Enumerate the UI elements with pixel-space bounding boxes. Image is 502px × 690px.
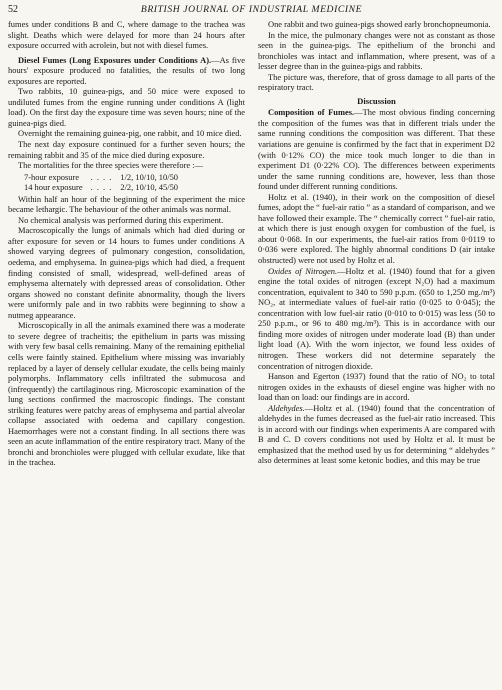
paragraph: Microscopically in all the animals examined there was a moderate to severe degree of tracheitis; the epithelium in parts was missing with very few basal cells remaining. Many of the remaining epithelial cells were faintly stained. Epithelium where missing was invariably replaced by a layer of densely cellular exudate, the cells being mainly polymorphs. Inflammatory cells infiltrated the submucosa and (infrequently) the cartilaginous ring. Microscopic examination of the lung sections confirmed the macroscopic findings. The constant striking features were patchy areas of emphysema and partial alveolar collapse associated with oedema and capillary congestion. Haemorrhages were not a constant finding. In all sections there was seen an acute inflammation of the entire respiratory tract. Many of the bronchi and bronchioles were plugged with cellular exudate, like that in the trachea. <box>8 320 245 468</box>
paragraph: The mortalities for the three species were therefore :— <box>18 160 204 171</box>
paragraph: The picture was, therefore, that of gross damage to all parts of the respiratory tract. <box>258 71 495 93</box>
row-values: 1/2, 10/10, 10/50 <box>120 171 179 182</box>
paragraph: Hanson and Egerton (1937) found that the ratio of NO₂ to total nitrogen oxides in the exhausts of diesel engine was higher with no load than on load: our findings are in accord. <box>258 371 495 403</box>
leader-dots: . . . . <box>90 171 113 182</box>
leader-dots: . . . . <box>90 182 113 193</box>
section-heading-diesel-fumes: Diesel Fumes (Long Exposures under Conditions A). <box>18 54 212 65</box>
subheading-composition: Composition of Fumes. <box>268 107 355 118</box>
journal-title: BRITISH JOURNAL OF INDUSTRIAL MEDICINE <box>140 4 363 15</box>
paragraph: Within half an hour of the beginning of the experiment the mice became lethargic. The behaviour of the other animals was normal. <box>8 193 245 215</box>
paragraph: Overnight the remaining guinea-pig, one rabbit, and 10 mice died. <box>18 128 242 139</box>
paragraph-oxides <box>258 266 495 371</box>
paragraph: In the mice, the pulmonary changes were not as constant as those seen in the guinea-pigs. The epithelium of the bronchi and bronchioles was intact and inflammation, where present, was of a lesser degree than in the guinea-pigs and rabbits. <box>258 29 495 72</box>
paragraph-diesel-fumes <box>8 55 245 87</box>
table-row <box>24 182 182 193</box>
paragraph-text: —As five hours' exposure produced no fatalities, the results of two long exposures are reported. <box>8 54 245 86</box>
paragraph-text: —Holtz et al. (1940) found that the concentration of aldehydes in the fumes decreased as the fuel-air ratio increased. This is in accord with our findings when experiments A are compared with B and C. D covers conditions not used by Holtz et al. It must be emphasized that the method used by us for determining “ aldehydes ” also determines at least some ketonic bodies, and this may be true <box>258 402 495 466</box>
paragraph-composition <box>258 107 495 191</box>
paragraph: fumes under conditions B and C, where damage to the trachea was slight. Deaths which were delayed for more than 24 hours after exposure occurred with acrolein, but not with diesel fumes. <box>8 19 245 51</box>
page-number: 52 <box>8 4 18 15</box>
row-values: 2/2, 10/10, 45/50 <box>120 182 179 193</box>
paragraph-text: —The most obvious finding concerning the composition of the fumes was that in different trials under the same running conditions the composition was different. That these variations are genuine is confirmed by the fact that in experiment D2 (with 0·12% CO) the mice took much longer to die than in experiment D1 (0·22% CO). The differences between experiments under the same running conditions are, however, less than those found under different running conditions. <box>258 107 495 192</box>
section-heading-discussion: Discussion <box>357 95 396 106</box>
running-header <box>8 4 495 18</box>
paragraph: One rabbit and two guinea-pigs showed early bronchopneumonia. <box>268 19 491 29</box>
left-column <box>8 19 245 468</box>
subheading-aldehydes: Aldehydes. <box>268 402 305 413</box>
right-column <box>258 19 495 468</box>
row-label: 14 hour exposure <box>24 182 83 193</box>
paragraph: Two rabbits, 10 guinea-pigs, and 50 mice were exposed to undiluted fumes from the engine running under conditions A (light load). On the first day the exposure time was seven hours; nine of the guinea-pigs died. <box>8 86 245 128</box>
table-row <box>24 172 182 183</box>
subheading-oxides: Oxides of Nitrogen. <box>268 265 338 276</box>
paragraph-text: —Holtz et al. (1940) found that for a given engine the total oxides of nitrogen (except N₂O) had a maximum concentration, equivalent to 340 to 590 p.p.m. (650 to 1,250 mg./m³) NO₂, at intermediate values of fuel-air ratio (0·025 to 0·045); the concentration with low fuel-air ratio (0·010 to 0·015) was less (50 to 250 p.p.m., or 96 to 480 mg./m³). This is in accordance with our finding more oxides of nitrogen under moderate load (B) than under light load (A). With the worn injector, we found less oxides of nitrogen. These workers did not determine separately the concentration of nitrogen dioxide. <box>258 265 495 371</box>
paragraph: Holtz et al. (1940), in their work on the composition of diesel fumes, adopt the “ fuel-air ratio ” as a standard of comparison, and we have followed their example. The “ chemically correct ” fuel-air ratio, at which there is just enough oxygen for combustion of the fuel, is about 0·068. In our experiments, the fuel-air ratios from 0·0119 to 0·036 were explored. The highly abnormal conditions D (air intake obstructed) were not used by Holtz et al. <box>258 191 495 266</box>
paragraph: No chemical analysis was performed during this experiment. <box>18 214 224 225</box>
paragraph: Macroscopically the lungs of animals which had died during or after exposure for seven or 14 hours to fumes under conditions A showed varying degrees of pulmonary congestion, consolidation, oedema, and emphysema. In guinea-pigs which had died, a frequent finding consisted of small, widespread, well-defined areas of emphysema alternately with depressed areas of consolidation. Other organs showed no constant definite abnormality, though the livers were uniformly pale and in two rabbits were beginning to show a nutmeg appearance. <box>8 225 245 320</box>
two-column-body <box>8 19 495 468</box>
mortality-table <box>24 172 182 193</box>
row-label: 7-hour exposure <box>24 171 80 182</box>
paragraph: The next day exposure continued for a further seven hours; the remaining rabbit and 35 of the mice died during exposure. <box>8 139 245 160</box>
paragraph-aldehydes <box>258 403 495 466</box>
